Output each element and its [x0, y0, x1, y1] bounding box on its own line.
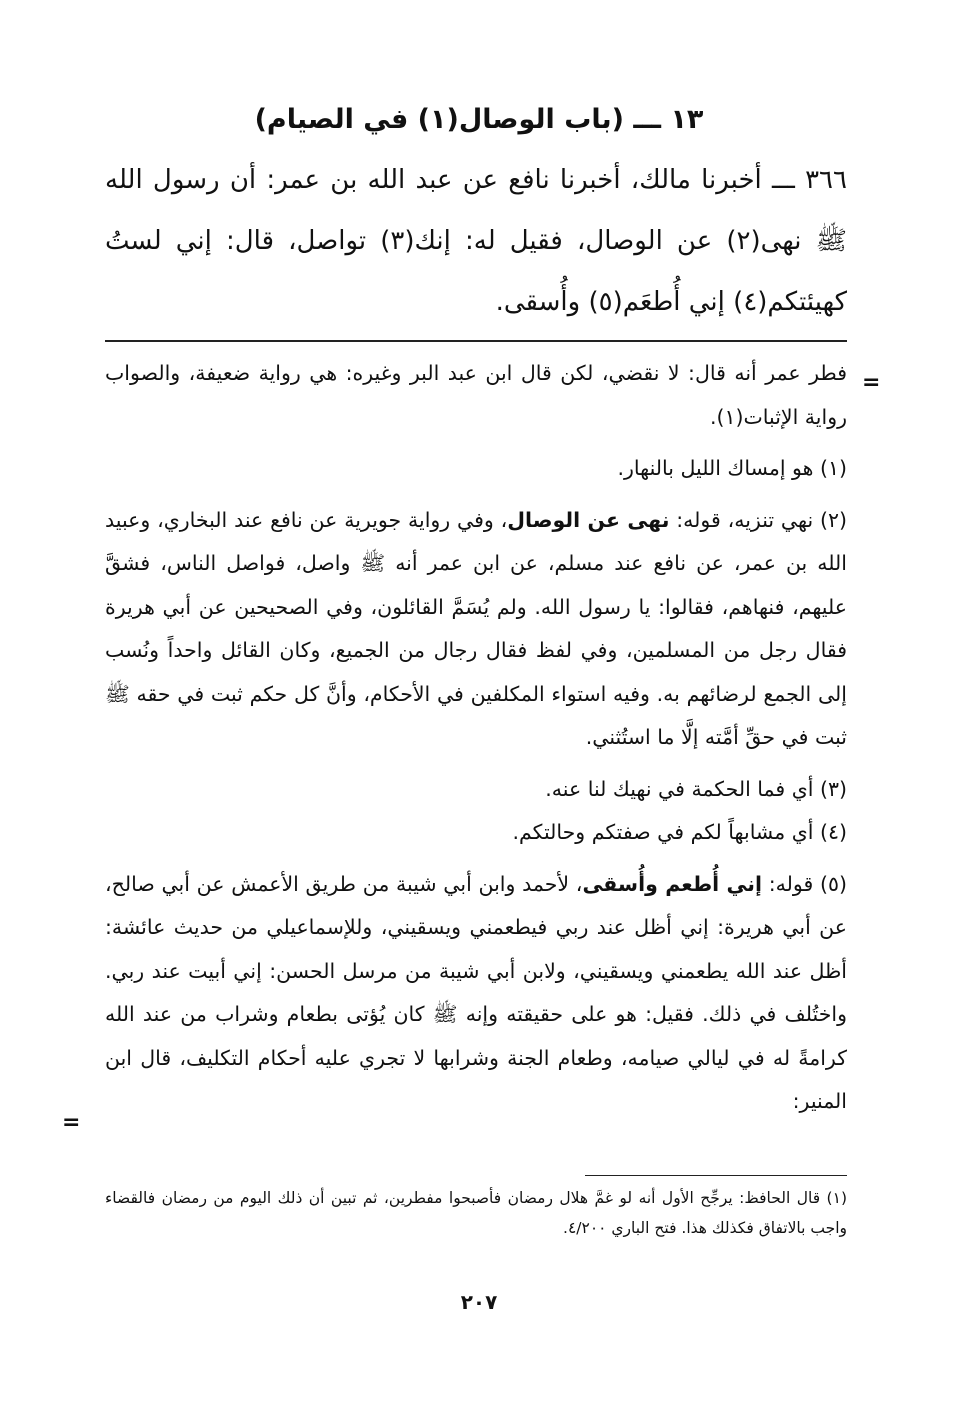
hadith-text: ٣٦٦ ـــ أخبرنا مالك، أخبرنا نافع عن عبد الله بن عمر: أن رسول الله ﷺ نهى(٢) عن الوصال، فقيل له: إنك(٣) تواصل، قال: إني لستُ كهيئتكم(٤) إني أُطعَم(٥) وأُسقى. [105, 165, 848, 317]
continuation-mark-outgoing: = [62, 1110, 81, 1135]
footnote-4: (٤) أي مشابهاً لكم في صفتكم وحالتكم. [512, 820, 847, 844]
page-number: ٢٠٧ [460, 1290, 498, 1314]
continuation-mark-incoming: = [862, 370, 881, 395]
footnote-5-lead: (٥) قوله: [762, 871, 847, 896]
footnote-separator-rule [105, 340, 847, 342]
footnote-5 [105, 863, 847, 1124]
footnote-2-quote: نهى عن الوصال [507, 507, 670, 532]
hadith-text-block [105, 150, 847, 333]
footnote-1: (١) هو إمساك الليل بالنهار. [617, 456, 847, 480]
footnote-2-body: ، وفي رواية جويرية عن نافع عند البخاري، وعبيد الله بن عمر، عن نافع عند مسلم، عن ابن عمر أنه ﷺ واصل، فواصل الناس، فشقَّ عليهم، فنهاهم، فقالوا: يا رسول الله. ولم يُسَمَّ القائلون، وفي الصحيحين عن أبي هريرة فقال رجل من المسلمين، وفي لفظ فقال رجال من الجميع، وكان القائل واحداً ونُسب إلى الجمع لرضائهم به. وفيه استواء المكلفين في الأحكام، وأنَّ كل حكم ثبت في حقه ﷺ ثبت في حقِّ أمَّته إلَّا ما استُثني. [105, 507, 847, 749]
subfootnote-1: (١) قال الحافظ: يرجِّح الأول أنه لو غمَّ هلال رمضان فأصبحوا مفطرين، ثم تبين أن ذلك اليوم من رمضان فالقضاء واجب بالاتفاق فكذلك هذا. فتح الباري ٤/٢٠٠. [105, 1189, 847, 1237]
footnotes-block [105, 352, 847, 1124]
footnote-continued: فطر عمر أنه قال: لا نقضي، لكن قال ابن عبد البر وغيره: هي رواية ضعيفة، والصواب رواية الإثبات(١). [105, 361, 847, 429]
footnote-3: (٣) أي فما الحكمة في نهيك لنا عنه. [545, 776, 847, 801]
footnote-5-quote: إني أُطعم وأُسقى [582, 871, 762, 896]
footnote-5-body: ، لأحمد وابن أبي شيبة من طريق الأعمش عن أبي صالح، عن أبي هريرة: إني أظل عند ربي فيطعمني ويسقيني، وللإسماعيلي من حديث عائشة: أظل عند الله يطعمني ويسقيني، ولابن أبي شيبة من مرسل الحسن: إني أبيت عند ربي. واختُلف في ذلك. فقيل: هو على حقيقته وإنه ﷺ كان يُؤتى بطعام وشراب من عند الله كرامةً له في ليالي صيامه، وطعام الجنة وشرابها لا تجري عليه أحكام التكليف، قال ابن المنير: [105, 871, 847, 1113]
footnote-2-lead: (٢) نهي تنزيه، قوله: [669, 507, 848, 532]
chapter-heading: ١٣ ـــ (باب الوصال(١) في الصيام) [254, 104, 704, 135]
subfootnote-separator-rule [585, 1175, 847, 1176]
subfootnote-block [105, 1183, 847, 1243]
footnote-2 [105, 499, 847, 760]
